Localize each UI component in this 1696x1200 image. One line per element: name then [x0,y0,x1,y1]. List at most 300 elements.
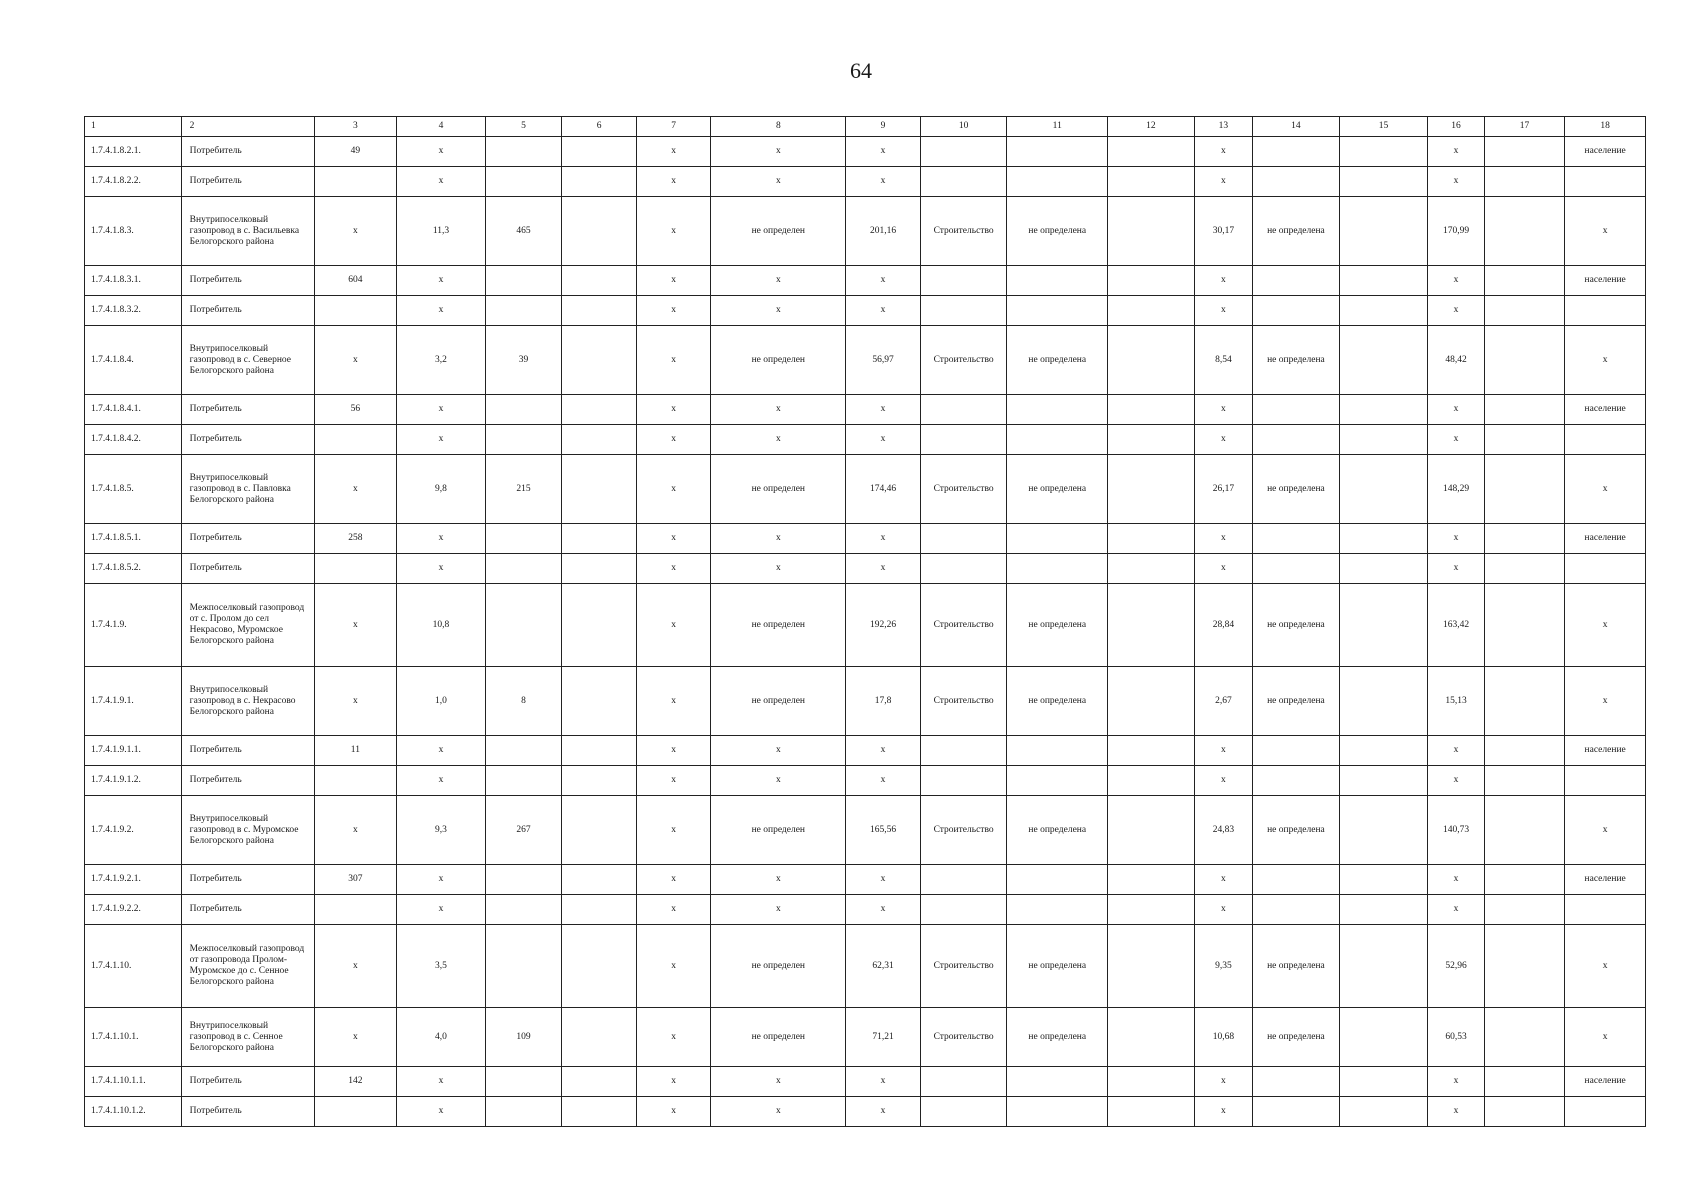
table-cell-col-3 [314,1097,397,1127]
table-cell-col-13: 30,17 [1194,197,1252,266]
table-cell-col-6 [562,455,637,524]
table-cell-col-16: 52,96 [1428,925,1484,1008]
table-cell-col-8: x [711,895,846,925]
table-cell-col-5 [485,865,562,895]
table-cell-col-13: 10,68 [1194,1008,1252,1067]
table-cell-col-6 [562,425,637,455]
table-cell-col-4: x [397,895,486,925]
table-cell-col-6 [562,766,637,796]
table-cell-col-15 [1339,425,1428,455]
table-cell-col-18: x [1565,925,1646,1008]
table-cell-col-2: Внутрипоселковый газопровод в с. Павловка Белогорского района [181,455,314,524]
table-cell-col-12 [1108,197,1195,266]
table-cell-col-11 [1007,524,1108,554]
table-cell-col-7: x [636,266,711,296]
table-cell-col-2: Потребитель [181,766,314,796]
table-cell-col-1: 1.7.4.1.8.2.1. [85,137,182,167]
table-cell-col-14 [1253,425,1340,455]
table-cell-col-18: население [1565,736,1646,766]
table-cell-col-14: не определена [1253,796,1340,865]
table-cell-col-17 [1484,796,1565,865]
table-cell-col-3: 142 [314,1067,397,1097]
table-cell-col-6 [562,326,637,395]
table-cell-col-7: x [636,395,711,425]
table-cell-col-12 [1108,1008,1195,1067]
table-cell-col-11 [1007,266,1108,296]
table-cell-col-11 [1007,296,1108,326]
table-cell-col-7: x [636,167,711,197]
table-cell-col-16: 170,99 [1428,197,1484,266]
table-cell-col-8: x [711,137,846,167]
table-cell-col-12 [1108,455,1195,524]
table-cell-col-14 [1253,1097,1340,1127]
table-cell-col-5: 109 [485,1008,562,1067]
table-cell-col-9: x [846,524,921,554]
table-cell-col-5: 8 [485,667,562,736]
table-cell-col-14: не определена [1253,1008,1340,1067]
table-cell-col-16: x [1428,865,1484,895]
table-cell-col-2: Внутрипоселковый газопровод в с. Некрасово Белогорского района [181,667,314,736]
table-cell-col-1: 1.7.4.1.8.3. [85,197,182,266]
table-cell-col-6 [562,524,637,554]
table-cell-col-10 [920,137,1007,167]
table-cell-col-8: не определен [711,455,846,524]
table-cell-col-14 [1253,296,1340,326]
table-cell-col-15 [1339,197,1428,266]
table-cell-col-16: x [1428,167,1484,197]
table-cell-col-7: x [636,197,711,266]
table-cell-col-6: 6 [562,117,637,137]
table-cell-col-14: не определена [1253,667,1340,736]
table-cell-col-12 [1108,667,1195,736]
table-cell-col-17 [1484,584,1565,667]
table-cell-col-5 [485,925,562,1008]
table-cell-col-15 [1339,667,1428,736]
table-cell-col-10 [920,266,1007,296]
table-cell-col-9: x [846,266,921,296]
table-cell-col-2: Потребитель [181,736,314,766]
table-cell-col-2: Потребитель [181,266,314,296]
table-cell-col-3 [314,296,397,326]
table-row [85,584,1646,667]
table-cell-col-15 [1339,326,1428,395]
table-cell-col-8: не определен [711,667,846,736]
table-cell-col-2: Внутрипоселковый газопровод в с. Северное Белогорского района [181,326,314,395]
table-cell-col-4: x [397,296,486,326]
table-cell-col-1: 1.7.4.1.8.4. [85,326,182,395]
table-cell-col-3: x [314,455,397,524]
table-cell-col-18: население [1565,1067,1646,1097]
table-cell-col-18 [1565,296,1646,326]
table-cell-col-18: x [1565,1008,1646,1067]
table-cell-col-15 [1339,1097,1428,1127]
table-cell-col-18 [1565,554,1646,584]
table-cell-col-12 [1108,1067,1195,1097]
table-cell-col-8: x [711,766,846,796]
table-cell-col-8: x [711,524,846,554]
table-cell-col-5 [485,395,562,425]
table-cell-col-11 [1007,1097,1108,1127]
table-cell-col-13: 9,35 [1194,925,1252,1008]
table-cell-col-11 [1007,167,1108,197]
table-cell-col-13: x [1194,1097,1252,1127]
table-cell-col-17 [1484,137,1565,167]
table-cell-col-10 [920,167,1007,197]
table-cell-col-3: x [314,796,397,865]
table-cell-col-6 [562,865,637,895]
table-cell-col-4: x [397,554,486,584]
table-cell-col-18 [1565,895,1646,925]
table-cell-col-4: x [397,524,486,554]
table-cell-col-4: x [397,865,486,895]
table-cell-col-4: x [397,137,486,167]
table-cell-col-3: x [314,197,397,266]
table-cell-col-6 [562,584,637,667]
table-row [85,197,1646,266]
table-cell-col-1: 1.7.4.1.9.1. [85,667,182,736]
table-cell-col-13: x [1194,296,1252,326]
table-row [85,895,1646,925]
table-cell-col-7: x [636,554,711,584]
table-cell-col-16: x [1428,395,1484,425]
table-cell-col-13: x [1194,395,1252,425]
table-cell-col-2: Потребитель [181,425,314,455]
table-cell-col-4: x [397,425,486,455]
table-cell-col-12: 12 [1108,117,1195,137]
table-cell-col-18: 18 [1565,117,1646,137]
table-cell-col-17 [1484,667,1565,736]
table-cell-col-3: 49 [314,137,397,167]
table-cell-col-15 [1339,925,1428,1008]
table-cell-col-9: 165,56 [846,796,921,865]
table-cell-col-10: Строительство [920,667,1007,736]
table-cell-col-3 [314,425,397,455]
table-cell-col-6 [562,895,637,925]
table-cell-col-10: Строительство [920,584,1007,667]
table-cell-col-10: 10 [920,117,1007,137]
table-cell-col-13: x [1194,865,1252,895]
table-cell-col-3: 56 [314,395,397,425]
table-cell-col-13: x [1194,425,1252,455]
table-cell-col-12 [1108,865,1195,895]
table-cell-col-1: 1.7.4.1.10.1.2. [85,1097,182,1127]
table-cell-col-5 [485,137,562,167]
table-cell-col-15 [1339,766,1428,796]
table-cell-col-18: x [1565,197,1646,266]
table-cell-col-5 [485,1067,562,1097]
table-cell-col-18 [1565,1097,1646,1127]
table-cell-col-10 [920,296,1007,326]
table-cell-col-6 [562,796,637,865]
table-cell-col-3: 11 [314,736,397,766]
table-cell-col-9: x [846,425,921,455]
table-cell-col-17 [1484,425,1565,455]
table-cell-col-5: 39 [485,326,562,395]
table-cell-col-18: x [1565,326,1646,395]
table-cell-col-8: x [711,865,846,895]
table-cell-col-2: Потребитель [181,865,314,895]
table-cell-col-9: 174,46 [846,455,921,524]
table-cell-col-9: x [846,167,921,197]
table-cell-col-4: x [397,1097,486,1127]
table-cell-col-3 [314,167,397,197]
table-cell-col-17 [1484,524,1565,554]
table-cell-col-7: x [636,1097,711,1127]
table-cell-col-15 [1339,1008,1428,1067]
table-cell-col-15 [1339,736,1428,766]
table-cell-col-18: население [1565,266,1646,296]
table-cell-col-4: 10,8 [397,584,486,667]
table-cell-col-6 [562,1008,637,1067]
table-cell-col-16: x [1428,736,1484,766]
table-cell-col-2: Межпоселковый газопровод от газопровода Пролом-Муромское до с. Сенное Белогорского района [181,925,314,1008]
table-cell-col-1: 1.7.4.1.8.3.1. [85,266,182,296]
table-cell-col-7: x [636,524,711,554]
table-cell-col-4: x [397,736,486,766]
table-cell-col-1: 1.7.4.1.9.2.1. [85,865,182,895]
table-cell-col-15: 15 [1339,117,1428,137]
table-cell-col-10 [920,766,1007,796]
table-cell-col-1: 1.7.4.1.8.2.2. [85,167,182,197]
table-row [85,326,1646,395]
table-cell-col-16: 16 [1428,117,1484,137]
table-cell-col-6 [562,395,637,425]
table-cell-col-11 [1007,736,1108,766]
table-cell-col-13: 28,84 [1194,584,1252,667]
table-cell-col-16: x [1428,895,1484,925]
table-cell-col-6 [562,137,637,167]
table-cell-col-9: x [846,1097,921,1127]
table-cell-col-13: x [1194,167,1252,197]
table-cell-col-13: 8,54 [1194,326,1252,395]
table-cell-col-5: 267 [485,796,562,865]
table-cell-col-8: не определен [711,1008,846,1067]
table-cell-col-3: 258 [314,524,397,554]
table-cell-col-2: Потребитель [181,1097,314,1127]
table-cell-col-7: x [636,925,711,1008]
table-cell-col-12 [1108,584,1195,667]
table-cell-col-6 [562,554,637,584]
table-cell-col-4: x [397,266,486,296]
table-cell-col-4: x [397,395,486,425]
table-cell-col-17 [1484,766,1565,796]
table-row [85,1067,1646,1097]
table-row [85,266,1646,296]
table-row [85,736,1646,766]
table-cell-col-14 [1253,736,1340,766]
table-cell-col-1: 1.7.4.1.9. [85,584,182,667]
table-cell-col-11: не определена [1007,455,1108,524]
table-cell-col-7: x [636,736,711,766]
table-cell-col-18: население [1565,865,1646,895]
table-cell-col-3: x [314,326,397,395]
table-cell-col-4: 3,2 [397,326,486,395]
table-cell-col-8: x [711,736,846,766]
table-cell-col-16: x [1428,296,1484,326]
table-cell-col-5 [485,425,562,455]
table-row [85,524,1646,554]
table-cell-col-1: 1.7.4.1.10.1. [85,1008,182,1067]
table-cell-col-12 [1108,296,1195,326]
table-cell-col-7: x [636,667,711,736]
table-cell-col-12 [1108,266,1195,296]
table-cell-col-17 [1484,395,1565,425]
table-cell-col-14 [1253,167,1340,197]
table-cell-col-3: x [314,1008,397,1067]
table-cell-col-10: Строительство [920,326,1007,395]
table-cell-col-7: x [636,1008,711,1067]
table-cell-col-8: не определен [711,584,846,667]
table-cell-col-13: 26,17 [1194,455,1252,524]
table-cell-col-11 [1007,1067,1108,1097]
table-cell-col-10: Строительство [920,455,1007,524]
table-cell-col-7: x [636,425,711,455]
table-cell-col-12 [1108,395,1195,425]
table-cell-col-13: x [1194,766,1252,796]
table-cell-col-6 [562,736,637,766]
table-cell-col-12 [1108,895,1195,925]
table-cell-col-2: Потребитель [181,554,314,584]
table-cell-col-18: население [1565,137,1646,167]
table-cell-col-5 [485,554,562,584]
table-cell-col-1: 1.7.4.1.10. [85,925,182,1008]
table-cell-col-13: x [1194,554,1252,584]
table-cell-col-2: Внутрипоселковый газопровод в с. Муромское Белогорского района [181,796,314,865]
table-cell-col-10: Строительство [920,925,1007,1008]
table-cell-col-6 [562,266,637,296]
table-cell-col-15 [1339,554,1428,584]
table-cell-col-16: x [1428,137,1484,167]
table-row [85,296,1646,326]
table-cell-col-10: Строительство [920,796,1007,865]
table-cell-col-2: Потребитель [181,395,314,425]
table-cell-col-8: не определен [711,796,846,865]
table-cell-col-12 [1108,796,1195,865]
table-cell-col-1: 1.7.4.1.8.4.2. [85,425,182,455]
table-cell-col-14 [1253,895,1340,925]
table-cell-col-8: x [711,167,846,197]
table-cell-col-1: 1 [85,117,182,137]
table-cell-col-5: 5 [485,117,562,137]
table-cell-col-14 [1253,865,1340,895]
table-cell-col-13: x [1194,736,1252,766]
table-cell-col-14: не определена [1253,326,1340,395]
table-cell-col-13: 24,83 [1194,796,1252,865]
table-cell-col-4: x [397,1067,486,1097]
table-cell-col-8: x [711,266,846,296]
table-cell-col-10 [920,736,1007,766]
table-cell-col-18 [1565,425,1646,455]
table-cell-col-11: не определена [1007,584,1108,667]
table-cell-col-15 [1339,296,1428,326]
table-cell-col-10: Строительство [920,1008,1007,1067]
table-cell-col-18 [1565,766,1646,796]
table-cell-col-6 [562,296,637,326]
table-cell-col-8: x [711,395,846,425]
table-cell-col-17 [1484,296,1565,326]
table-cell-col-12 [1108,766,1195,796]
table-row [85,554,1646,584]
table-cell-col-6 [562,667,637,736]
table-cell-col-9: x [846,554,921,584]
table-cell-col-5 [485,524,562,554]
table-cell-col-15 [1339,167,1428,197]
table-cell-col-13: 13 [1194,117,1252,137]
table-cell-col-14 [1253,554,1340,584]
table-cell-col-9: 56,97 [846,326,921,395]
table-cell-col-11: не определена [1007,1008,1108,1067]
table-cell-col-5 [485,1097,562,1127]
table-cell-col-4: 4,0 [397,1008,486,1067]
table-row [85,395,1646,425]
table-cell-col-12 [1108,425,1195,455]
table-cell-col-3 [314,766,397,796]
table-cell-col-13: x [1194,266,1252,296]
table-cell-col-12 [1108,524,1195,554]
table-cell-col-9: 62,31 [846,925,921,1008]
table-cell-col-12 [1108,167,1195,197]
table-cell-col-7: x [636,1067,711,1097]
table-cell-col-9: x [846,395,921,425]
table-cell-col-16: x [1428,554,1484,584]
table-cell-col-1: 1.7.4.1.10.1.1. [85,1067,182,1097]
table-cell-col-17 [1484,167,1565,197]
table-cell-col-12 [1108,1097,1195,1127]
table-cell-col-9: 201,16 [846,197,921,266]
table-cell-col-4: 9,3 [397,796,486,865]
table-cell-col-9: x [846,895,921,925]
table-cell-col-17 [1484,455,1565,524]
table-cell-col-9: x [846,736,921,766]
table-cell-col-10 [920,895,1007,925]
table-row [85,1008,1646,1067]
table-cell-col-8: 8 [711,117,846,137]
table-cell-col-7: x [636,455,711,524]
table-cell-col-16: x [1428,266,1484,296]
table-cell-col-5 [485,167,562,197]
table-cell-col-5: 465 [485,197,562,266]
table-row [85,925,1646,1008]
table-cell-col-5 [485,766,562,796]
table-cell-col-4: 9,8 [397,455,486,524]
table-cell-col-14: не определена [1253,925,1340,1008]
table-cell-col-14 [1253,766,1340,796]
table-header-row [85,117,1646,137]
table-cell-col-1: 1.7.4.1.9.2. [85,796,182,865]
table-cell-col-7: x [636,326,711,395]
table-cell-col-15 [1339,865,1428,895]
table-cell-col-4: 11,3 [397,197,486,266]
table-cell-col-5 [485,895,562,925]
table-cell-col-7: x [636,137,711,167]
table-cell-col-11: не определена [1007,667,1108,736]
table-cell-col-15 [1339,266,1428,296]
table-cell-col-18: x [1565,667,1646,736]
table-cell-col-18: x [1565,796,1646,865]
table-cell-col-18: население [1565,524,1646,554]
table-cell-col-10 [920,1067,1007,1097]
table-cell-col-3: x [314,667,397,736]
table-cell-col-10 [920,425,1007,455]
table-cell-col-3: x [314,925,397,1008]
table-cell-col-9: 17,8 [846,667,921,736]
table-cell-col-2: Потребитель [181,167,314,197]
table-cell-col-8: x [711,1097,846,1127]
table-cell-col-2: Потребитель [181,296,314,326]
data-table [84,116,1646,1127]
table-cell-col-16: x [1428,524,1484,554]
table-cell-col-17 [1484,1097,1565,1127]
